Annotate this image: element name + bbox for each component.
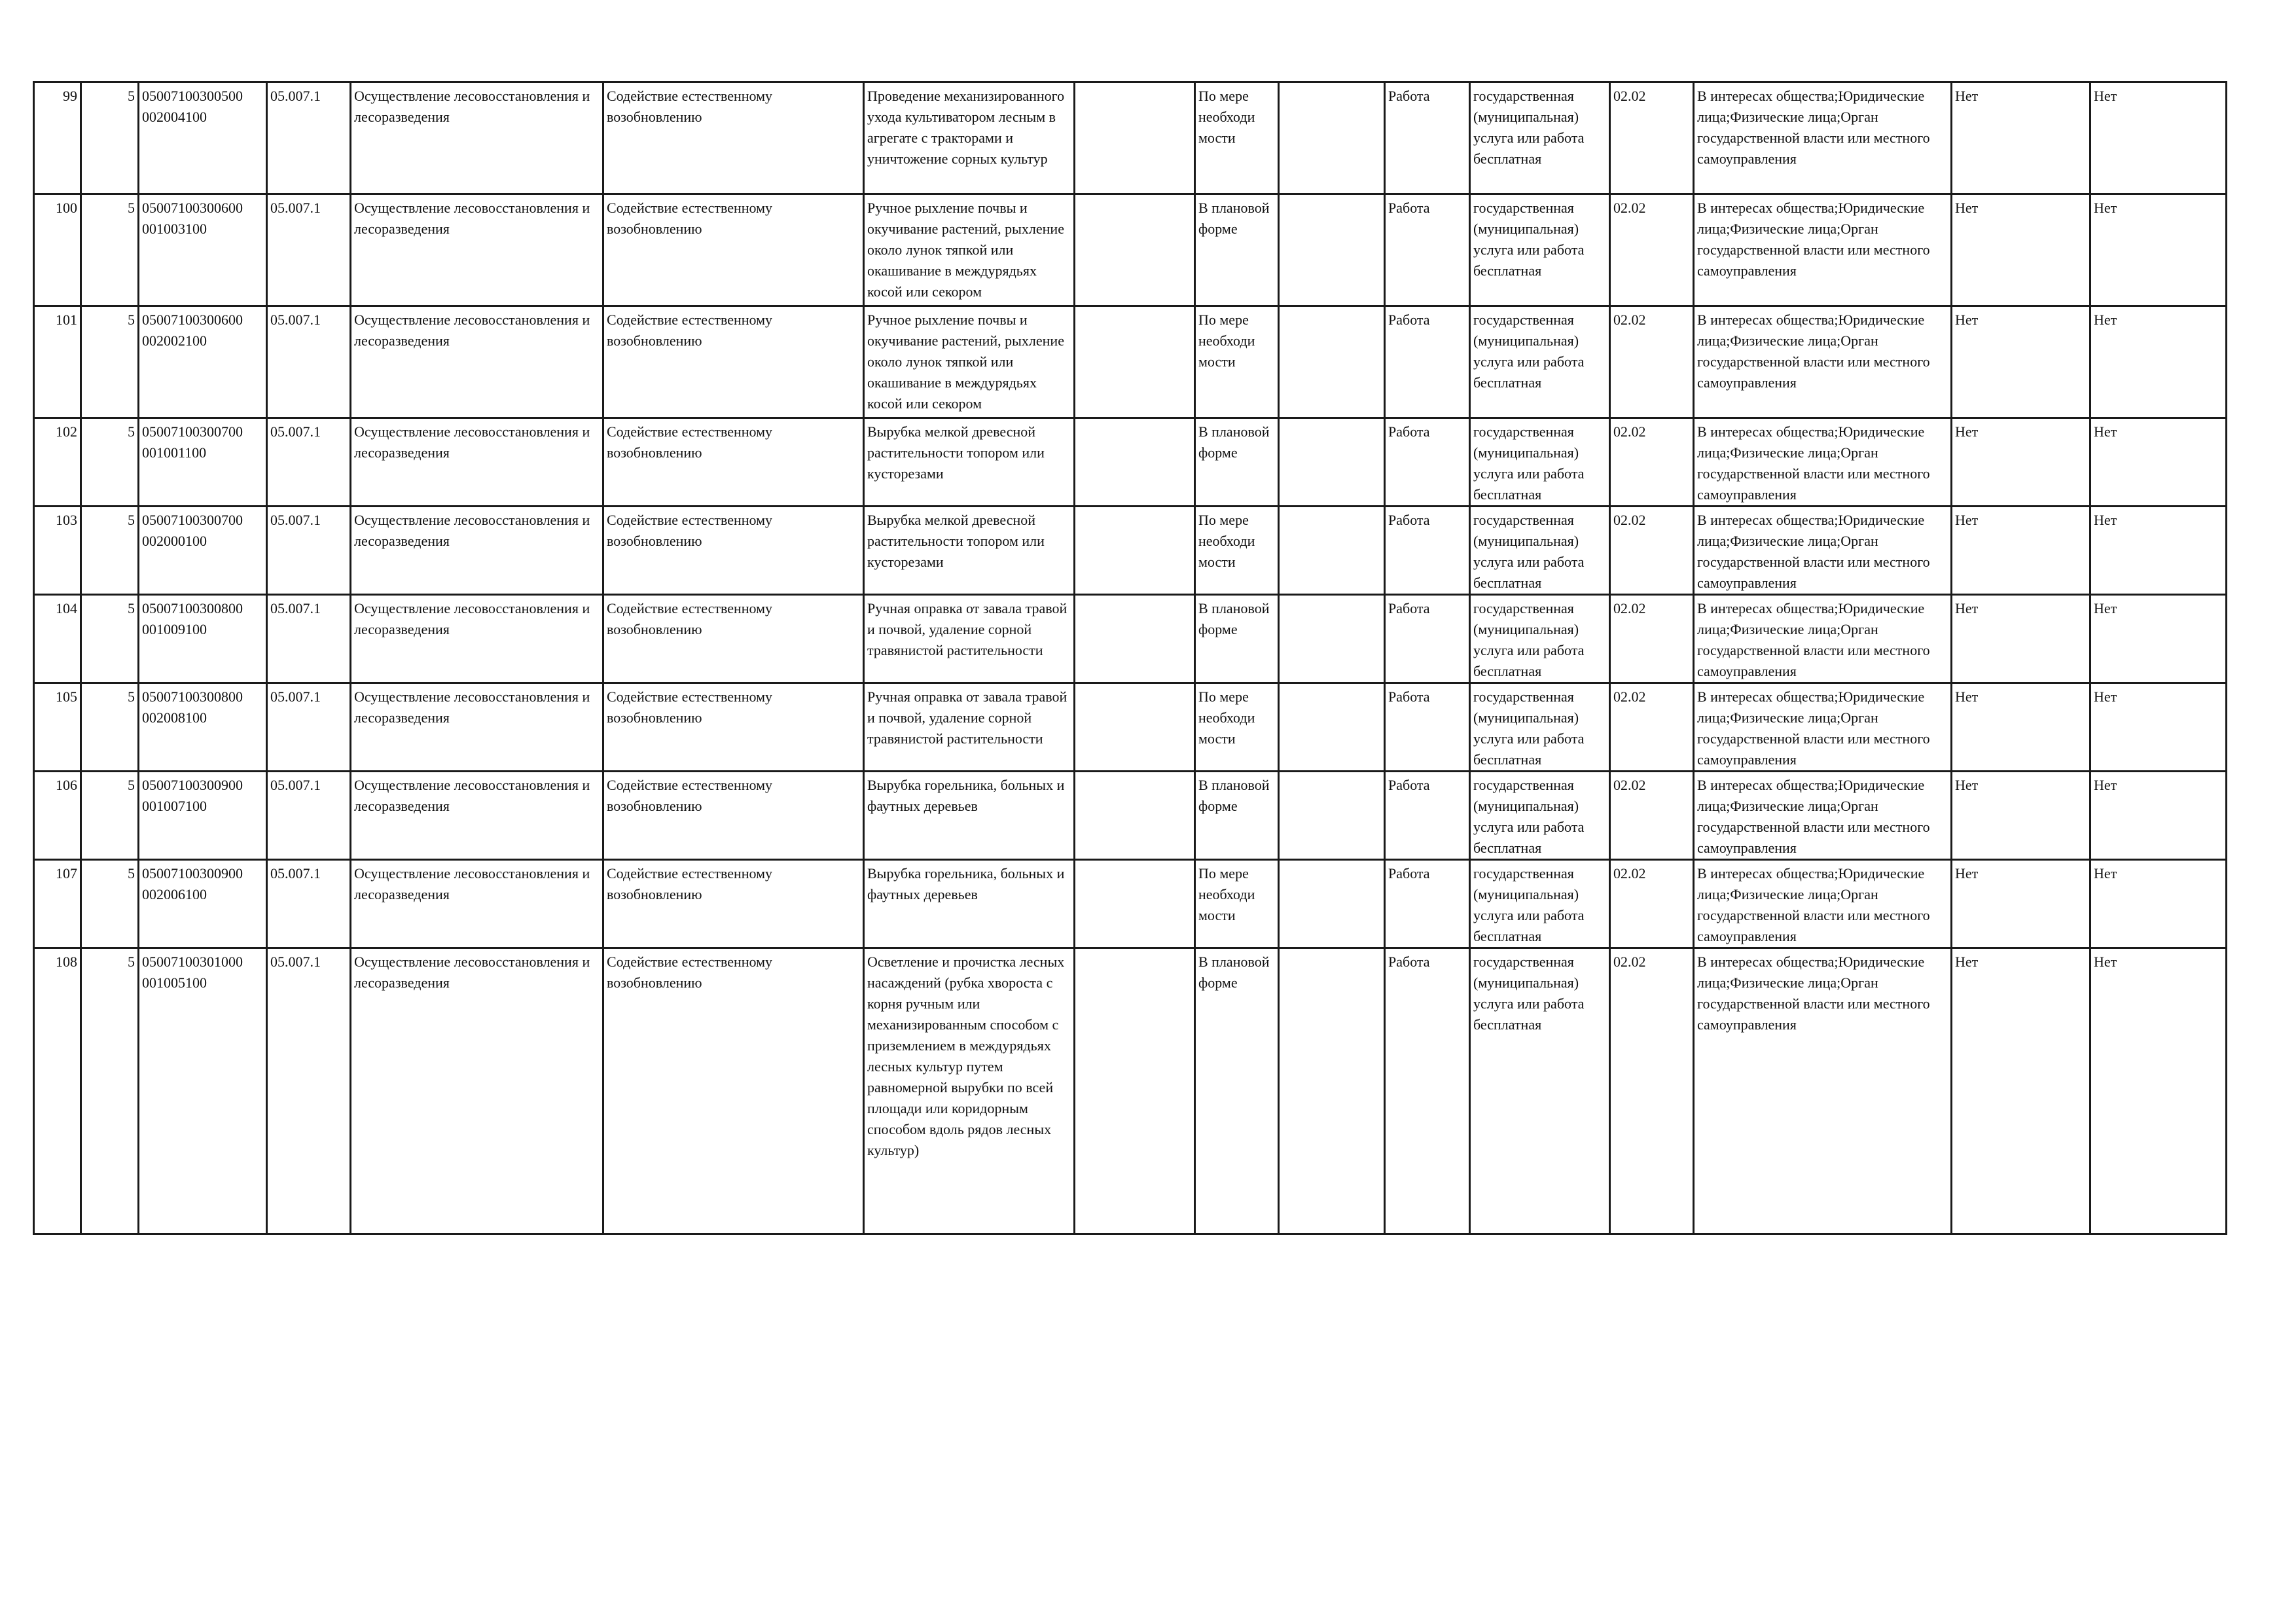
empty-cell-2 (1279, 507, 1385, 595)
registry-code-cell (139, 507, 267, 595)
section-cell: 5 (81, 595, 139, 683)
table-row (34, 772, 2227, 860)
type-cell: Работа (1385, 948, 1470, 1234)
flag-cell-1: Нет (1952, 595, 2090, 683)
empty-cell-1 (1075, 507, 1195, 595)
work-content-cell: Ручная оправка от завала травой и почвой, удаление сорной травянистой растительности (864, 683, 1075, 772)
registry-code-line-1: 05007100300700 (142, 423, 243, 440)
work-content-cell: Вырубка горельника, больных и фаутных деревьев (864, 772, 1075, 860)
payment-cell: государственная (муниципальная) услуга или работа бесплатная (1470, 772, 1610, 860)
flag-cell-2: Нет (2090, 306, 2227, 418)
row-number-cell: 100 (34, 194, 81, 306)
table-row (34, 860, 2227, 948)
okved-cell: 02.02 (1610, 418, 1694, 507)
okved-cell: 02.02 (1610, 772, 1694, 860)
flag-cell-2: Нет (2090, 772, 2227, 860)
form-cell: В плановой форме (1195, 595, 1279, 683)
flag-cell-2: Нет (2090, 194, 2227, 306)
registry-code-line-2: 002002100 (142, 332, 207, 349)
section-cell: 5 (81, 683, 139, 772)
empty-cell-1 (1075, 194, 1195, 306)
classifier-cell: 05.007.1 (267, 860, 351, 948)
activity-cell: Осуществление лесовосстановления и лесоразведения (351, 507, 603, 595)
table-row (34, 306, 2227, 418)
flag-cell-1: Нет (1952, 418, 2090, 507)
empty-cell-2 (1279, 595, 1385, 683)
type-cell: Работа (1385, 306, 1470, 418)
registry-code-line-2: 001003100 (142, 221, 207, 237)
payment-cell: государственная (муниципальная) услуга или работа бесплатная (1470, 507, 1610, 595)
type-cell: Работа (1385, 683, 1470, 772)
section-cell: 5 (81, 507, 139, 595)
form-cell: По мере необходи мости (1195, 860, 1279, 948)
registry-code-cell (139, 683, 267, 772)
registry-code-line-2: 002006100 (142, 886, 207, 902)
work-kind-cell: Содействие естественному возобновлению (603, 860, 864, 948)
section-cell: 5 (81, 772, 139, 860)
work-content-cell: Вырубка горельника, больных и фаутных деревьев (864, 860, 1075, 948)
flag-cell-1: Нет (1952, 683, 2090, 772)
registry-code-line-2: 001005100 (142, 974, 207, 991)
row-number-cell: 99 (34, 82, 81, 194)
classifier-cell: 05.007.1 (267, 683, 351, 772)
form-cell: По мере необходи мости (1195, 507, 1279, 595)
work-kind-cell: Содействие естественному возобновлению (603, 772, 864, 860)
payment-cell: государственная (муниципальная) услуга или работа бесплатная (1470, 595, 1610, 683)
work-kind-cell: Содействие естественному возобновлению (603, 948, 864, 1234)
consumers-cell: В интересах общества;Юридические лица;Физические лица;Орган государственной власти или местного самоуправления (1694, 306, 1952, 418)
flag-cell-1: Нет (1952, 306, 2090, 418)
empty-cell-1 (1075, 306, 1195, 418)
flag-cell-1: Нет (1952, 772, 2090, 860)
registry-code-line-1: 05007100300900 (142, 777, 243, 793)
payment-cell: государственная (муниципальная) услуга или работа бесплатная (1470, 948, 1610, 1234)
type-cell: Работа (1385, 194, 1470, 306)
consumers-cell: В интересах общества;Юридические лица;Физические лица;Орган государственной власти или местного самоуправления (1694, 860, 1952, 948)
registry-code-cell (139, 306, 267, 418)
consumers-cell: В интересах общества;Юридические лица;Физические лица;Орган государственной власти или местного самоуправления (1694, 595, 1952, 683)
okved-cell: 02.02 (1610, 194, 1694, 306)
table-row (34, 82, 2227, 194)
empty-cell-2 (1279, 683, 1385, 772)
section-cell: 5 (81, 82, 139, 194)
registry-code-cell (139, 772, 267, 860)
type-cell: Работа (1385, 507, 1470, 595)
registry-code-line-1: 05007100300800 (142, 600, 243, 616)
registry-code-line-1: 05007100300500 (142, 88, 243, 104)
registry-code-cell (139, 82, 267, 194)
type-cell: Работа (1385, 595, 1470, 683)
section-cell: 5 (81, 860, 139, 948)
activity-cell: Осуществление лесовосстановления и лесоразведения (351, 194, 603, 306)
okved-cell: 02.02 (1610, 82, 1694, 194)
type-cell: Работа (1385, 82, 1470, 194)
activity-cell: Осуществление лесовосстановления и лесоразведения (351, 418, 603, 507)
registry-code-line-1: 05007100300900 (142, 865, 243, 882)
flag-cell-2: Нет (2090, 683, 2227, 772)
empty-cell-2 (1279, 306, 1385, 418)
okved-cell: 02.02 (1610, 948, 1694, 1234)
work-kind-cell: Содействие естественному возобновлению (603, 194, 864, 306)
section-cell: 5 (81, 948, 139, 1234)
consumers-cell: В интересах общества;Юридические лица;Физические лица;Орган государственной власти или местного самоуправления (1694, 772, 1952, 860)
work-content-cell: Осветление и прочистка лесных насаждений (рубка хвороста с корня ручным или механизированным способом с приземлением в междурядьях лесных культур путем равномерной вырубки по всей площади или коридорным способом вдоль рядов лесных культур) (864, 948, 1075, 1234)
flag-cell-1: Нет (1952, 194, 2090, 306)
table-row (34, 418, 2227, 507)
flag-cell-1: Нет (1952, 507, 2090, 595)
registry-code-line-1: 05007100301000 (142, 954, 243, 970)
registry-code-cell (139, 595, 267, 683)
classifier-cell: 05.007.1 (267, 194, 351, 306)
empty-cell-1 (1075, 418, 1195, 507)
consumers-cell: В интересах общества;Юридические лица;Физические лица;Орган государственной власти или местного самоуправления (1694, 194, 1952, 306)
activity-cell: Осуществление лесовосстановления и лесоразведения (351, 306, 603, 418)
row-number-cell: 103 (34, 507, 81, 595)
registry-code-line-1: 05007100300800 (142, 688, 243, 705)
okved-cell: 02.02 (1610, 683, 1694, 772)
registry-code-line-2: 001007100 (142, 798, 207, 814)
form-cell: В плановой форме (1195, 772, 1279, 860)
empty-cell-2 (1279, 772, 1385, 860)
consumers-cell: В интересах общества;Юридические лица;Физические лица;Орган государственной власти или местного самоуправления (1694, 683, 1952, 772)
work-content-cell: Ручное рыхление почвы и окучивание растений, рыхление около лунок тяпкой или окашивание в междурядьях косой или секором (864, 306, 1075, 418)
okved-cell: 02.02 (1610, 306, 1694, 418)
registry-code-line-2: 002004100 (142, 109, 207, 125)
work-content-cell: Проведение механизированного ухода культиватором лесным в агрегате с тракторами и уничтожение сорных культур (864, 82, 1075, 194)
empty-cell-1 (1075, 595, 1195, 683)
work-kind-cell: Содействие естественному возобновлению (603, 683, 864, 772)
activity-cell: Осуществление лесовосстановления и лесоразведения (351, 82, 603, 194)
empty-cell-2 (1279, 82, 1385, 194)
activity-cell: Осуществление лесовосстановления и лесоразведения (351, 948, 603, 1234)
registry-code-cell (139, 860, 267, 948)
empty-cell-2 (1279, 948, 1385, 1234)
type-cell: Работа (1385, 418, 1470, 507)
registry-code-line-2: 001001100 (142, 444, 207, 461)
row-number-cell: 106 (34, 772, 81, 860)
registry-code-cell (139, 948, 267, 1234)
flag-cell-1: Нет (1952, 860, 2090, 948)
flag-cell-1: Нет (1952, 948, 2090, 1234)
empty-cell-1 (1075, 948, 1195, 1234)
table-row (34, 194, 2227, 306)
empty-cell-2 (1279, 860, 1385, 948)
table-row (34, 595, 2227, 683)
work-kind-cell: Содействие естественному возобновлению (603, 507, 864, 595)
work-content-cell: Вырубка мелкой древесной растительности топором или кусторезами (864, 418, 1075, 507)
form-cell: По мере необходи мости (1195, 82, 1279, 194)
table-row (34, 948, 2227, 1234)
registry-code-line-2: 001009100 (142, 621, 207, 637)
flag-cell-2: Нет (2090, 948, 2227, 1234)
table-row (34, 507, 2227, 595)
form-cell: По мере необходи мости (1195, 306, 1279, 418)
classifier-cell: 05.007.1 (267, 306, 351, 418)
classifier-cell: 05.007.1 (267, 772, 351, 860)
okved-cell: 02.02 (1610, 860, 1694, 948)
classifier-cell: 05.007.1 (267, 948, 351, 1234)
row-number-cell: 102 (34, 418, 81, 507)
consumers-cell: В интересах общества;Юридические лица;Физические лица;Орган государственной власти или местного самоуправления (1694, 948, 1952, 1234)
work-content-cell: Ручное рыхление почвы и окучивание растений, рыхление около лунок тяпкой или окашивание в междурядьях косой или секором (864, 194, 1075, 306)
classifier-cell: 05.007.1 (267, 82, 351, 194)
work-kind-cell: Содействие естественному возобновлению (603, 418, 864, 507)
work-kind-cell: Содействие естественному возобновлению (603, 82, 864, 194)
section-cell: 5 (81, 194, 139, 306)
section-cell: 5 (81, 418, 139, 507)
row-number-cell: 104 (34, 595, 81, 683)
type-cell: Работа (1385, 860, 1470, 948)
form-cell: По мере необходи мости (1195, 683, 1279, 772)
table-row (34, 683, 2227, 772)
empty-cell-1 (1075, 860, 1195, 948)
payment-cell: государственная (муниципальная) услуга или работа бесплатная (1470, 860, 1610, 948)
type-cell: Работа (1385, 772, 1470, 860)
work-content-cell: Ручная оправка от завала травой и почвой, удаление сорной травянистой растительности (864, 595, 1075, 683)
row-number-cell: 107 (34, 860, 81, 948)
activity-cell: Осуществление лесовосстановления и лесоразведения (351, 683, 603, 772)
work-content-cell: Вырубка мелкой древесной растительности топором или кусторезами (864, 507, 1075, 595)
payment-cell: государственная (муниципальная) услуга или работа бесплатная (1470, 306, 1610, 418)
section-cell: 5 (81, 306, 139, 418)
okved-cell: 02.02 (1610, 507, 1694, 595)
flag-cell-2: Нет (2090, 418, 2227, 507)
registry-code-line-2: 002000100 (142, 533, 207, 549)
form-cell: В плановой форме (1195, 418, 1279, 507)
row-number-cell: 105 (34, 683, 81, 772)
classifier-cell: 05.007.1 (267, 418, 351, 507)
classifier-cell: 05.007.1 (267, 595, 351, 683)
registry-code-cell (139, 194, 267, 306)
activity-cell: Осуществление лесовосстановления и лесоразведения (351, 595, 603, 683)
consumers-cell: В интересах общества;Юридические лица;Физические лица;Орган государственной власти или местного самоуправления (1694, 507, 1952, 595)
flag-cell-2: Нет (2090, 595, 2227, 683)
row-number-cell: 101 (34, 306, 81, 418)
payment-cell: государственная (муниципальная) услуга или работа бесплатная (1470, 683, 1610, 772)
empty-cell-1 (1075, 82, 1195, 194)
registry-code-line-2: 002008100 (142, 709, 207, 726)
payment-cell: государственная (муниципальная) услуга или работа бесплатная (1470, 418, 1610, 507)
work-kind-cell: Содействие естественному возобновлению (603, 595, 864, 683)
registry-code-cell (139, 418, 267, 507)
flag-cell-2: Нет (2090, 860, 2227, 948)
row-number-cell: 108 (34, 948, 81, 1234)
empty-cell-2 (1279, 194, 1385, 306)
activity-cell: Осуществление лесовосстановления и лесоразведения (351, 772, 603, 860)
registry-table (33, 81, 2227, 1235)
table-body (34, 82, 2227, 1234)
consumers-cell: В интересах общества;Юридические лица;Физические лица;Орган государственной власти или местного самоуправления (1694, 418, 1952, 507)
flag-cell-2: Нет (2090, 82, 2227, 194)
consumers-cell: В интересах общества;Юридические лица;Физические лица;Орган государственной власти или местного самоуправления (1694, 82, 1952, 194)
payment-cell: государственная (муниципальная) услуга или работа бесплатная (1470, 82, 1610, 194)
registry-code-line-1: 05007100300600 (142, 200, 243, 216)
registry-code-line-1: 05007100300700 (142, 512, 243, 528)
okved-cell: 02.02 (1610, 595, 1694, 683)
flag-cell-2: Нет (2090, 507, 2227, 595)
empty-cell-1 (1075, 772, 1195, 860)
form-cell: В плановой форме (1195, 194, 1279, 306)
registry-code-line-1: 05007100300600 (142, 312, 243, 328)
payment-cell: государственная (муниципальная) услуга или работа бесплатная (1470, 194, 1610, 306)
work-kind-cell: Содействие естественному возобновлению (603, 306, 864, 418)
classifier-cell: 05.007.1 (267, 507, 351, 595)
empty-cell-2 (1279, 418, 1385, 507)
empty-cell-1 (1075, 683, 1195, 772)
activity-cell: Осуществление лесовосстановления и лесоразведения (351, 860, 603, 948)
form-cell: В плановой форме (1195, 948, 1279, 1234)
flag-cell-1: Нет (1952, 82, 2090, 194)
